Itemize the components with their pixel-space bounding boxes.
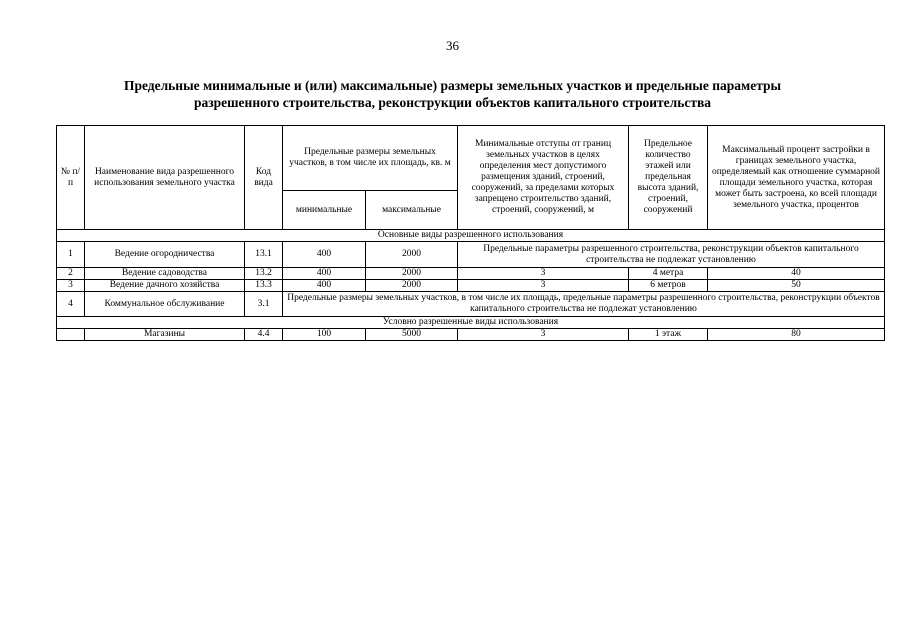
row-name: Магазины [85, 329, 245, 341]
table-row [57, 268, 885, 280]
row-code: 4.4 [245, 329, 283, 341]
row-num: 2 [57, 268, 85, 280]
row-percent: 50 [708, 280, 885, 292]
table-row [57, 242, 885, 268]
document-title-line-1: Предельные минимальные и (или) максимальные) размеры земельных участков и предельные параметры [123, 78, 782, 93]
header-percent: Максимальный процент застройки в границах земельного участка, определяемый как отношение суммарной площади земельного участка, которая может быть застроена, ко всей площади земельного участка, процентов [708, 126, 885, 230]
header-setback: Минимальные отступы от границ земельных участков в целях определения мест допустимого размещения зданий, строений, сооружений, за пределами которых запрещено строительство зданий, строений, сооружений, м [458, 126, 629, 230]
row-merged-note: Предельные размеры земельных участков, в том числе их площадь, предельные параметры разрешенного строительства, реконструкции объектов капитального строительства не подлежат установлению [283, 292, 885, 317]
row-name: Ведение садоводства [85, 268, 245, 280]
row-min: 400 [283, 280, 366, 292]
row-min: 400 [283, 268, 366, 280]
document-title [60, 77, 845, 111]
row-floors: 4 метра [629, 268, 708, 280]
header-sizes: Предельные размеры земельных участков, в том числе их площадь, кв. м [283, 126, 458, 191]
page-number: 36 [446, 38, 459, 53]
land-parameters-table [56, 125, 885, 341]
row-num: 4 [57, 292, 85, 317]
row-max: 2000 [366, 242, 458, 268]
header-name: Наименование вида разрешенного использования земельного участка [85, 126, 245, 230]
header-code: Код вида [245, 126, 283, 230]
row-code: 13.2 [245, 268, 283, 280]
row-name: Ведение огородничества [85, 242, 245, 268]
row-setback: 3 [458, 268, 629, 280]
row-num: 3 [57, 280, 85, 292]
header-num: № п/п [57, 126, 85, 230]
table-row [57, 329, 885, 341]
section-title-conditional: Условно разрешенные виды использования [57, 317, 885, 329]
row-min: 400 [283, 242, 366, 268]
row-percent: 80 [708, 329, 885, 341]
row-num: 1 [57, 242, 85, 268]
row-floors: 1 этаж [629, 329, 708, 341]
row-setback: 3 [458, 280, 629, 292]
row-name: Ведение дачного хозяйства [85, 280, 245, 292]
table-row [57, 280, 885, 292]
section-row-conditional [57, 317, 885, 329]
row-setback: 3 [458, 329, 629, 341]
row-name: Коммунальное обслуживание [85, 292, 245, 317]
row-code: 13.1 [245, 242, 283, 268]
section-title-main: Основные виды разрешенного использования [57, 230, 885, 242]
row-max: 2000 [366, 280, 458, 292]
row-code: 3.1 [245, 292, 283, 317]
row-num [57, 329, 85, 341]
row-max: 5000 [366, 329, 458, 341]
row-percent: 40 [708, 268, 885, 280]
table-row [57, 292, 885, 317]
header-floors: Предельное количество этажей или предельная высота зданий, строений, сооружений [629, 126, 708, 230]
row-min: 100 [283, 329, 366, 341]
row-code: 13.3 [245, 280, 283, 292]
header-max: максимальные [366, 191, 458, 230]
row-merged-note: Предельные параметры разрешенного строительства, реконструкции объектов капитального строительства не подлежат установлению [458, 242, 885, 268]
row-max: 2000 [366, 268, 458, 280]
table-header-row [57, 126, 885, 191]
header-min: минимальные [283, 191, 366, 230]
document-title-line-2: разрешенного строительства, реконструкции объектов капитального строительства [193, 95, 712, 110]
row-floors: 6 метров [629, 280, 708, 292]
section-row-main [57, 230, 885, 242]
